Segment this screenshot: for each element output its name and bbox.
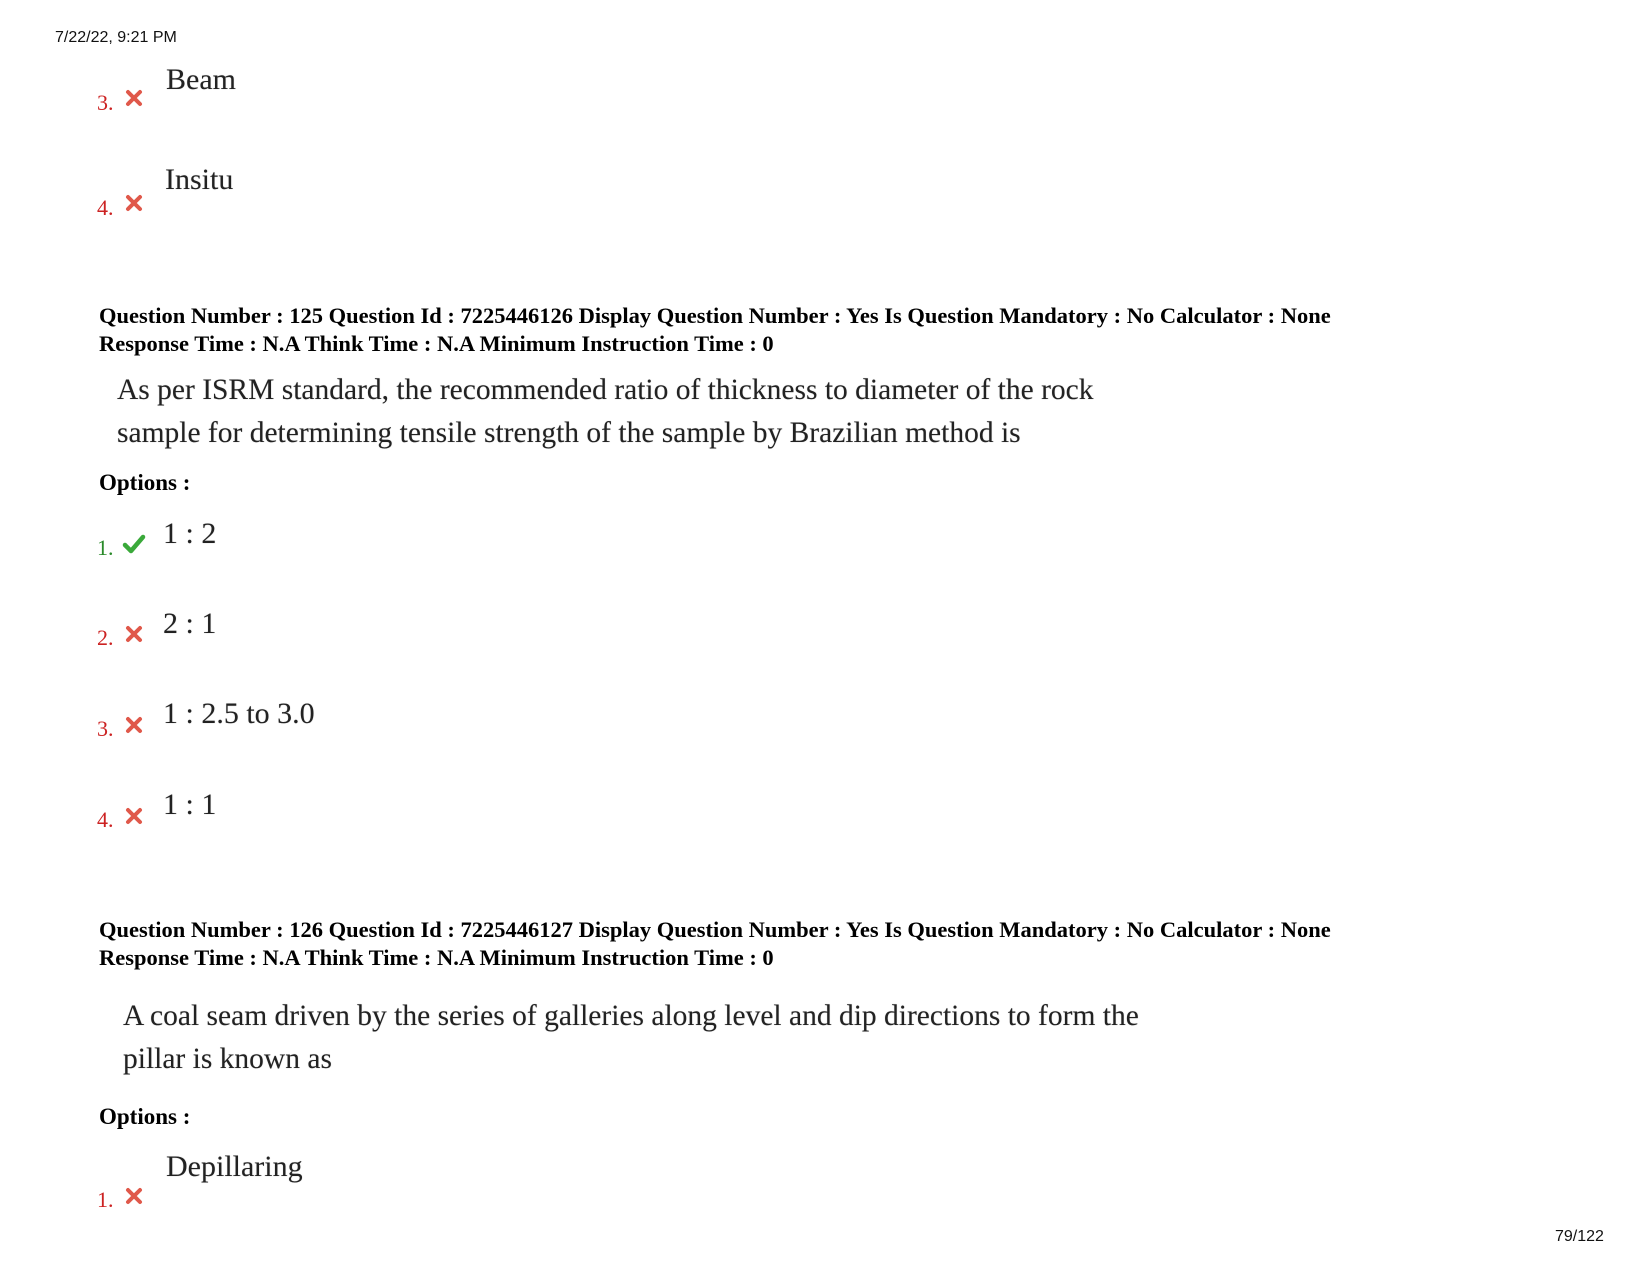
option-text: Depillaring bbox=[166, 1150, 303, 1183]
question-text-line: As per ISRM standard, the recommended ratio of thickness to diameter of the rock bbox=[117, 374, 1094, 406]
question-meta-line: Question Number : 126 Question Id : 7225446127 Display Question Number : Yes Is Question Mandatory : No Calculator : None bbox=[99, 917, 1331, 942]
option-number: 3. bbox=[97, 716, 114, 741]
option-number: 1. bbox=[97, 535, 114, 560]
cross-mark-icon bbox=[125, 194, 143, 212]
option-text: 2 : 1 bbox=[163, 607, 217, 640]
question-meta-line: Question Number : 125 Question Id : 7225446126 Display Question Number : Yes Is Question Mandatory : No Calculator : None bbox=[99, 303, 1331, 328]
option-number: 4. bbox=[97, 807, 114, 832]
option-text: 1 : 2 bbox=[163, 517, 217, 550]
check-mark-icon bbox=[122, 534, 146, 554]
option-number: 3. bbox=[97, 90, 114, 115]
cross-mark-icon bbox=[125, 625, 143, 643]
question-text-line: pillar is known as bbox=[123, 1043, 332, 1075]
question-meta-line: Response Time : N.A Think Time : N.A Minimum Instruction Time : 0 bbox=[99, 331, 774, 356]
page-number: 79/122 bbox=[1555, 1228, 1604, 1245]
cross-mark-icon bbox=[125, 716, 143, 734]
options-label: Options : bbox=[99, 1104, 191, 1129]
question-text-line: A coal seam driven by the series of galleries along level and dip directions to form the bbox=[123, 1000, 1139, 1032]
option-text: 1 : 1 bbox=[163, 788, 217, 821]
question-meta bbox=[99, 916, 1331, 972]
option-number: 4. bbox=[97, 195, 114, 220]
question-text-line: sample for determining tensile strength of the sample by Brazilian method is bbox=[117, 417, 1021, 449]
option-text: Insitu bbox=[165, 163, 234, 196]
option-text: Beam bbox=[166, 63, 236, 96]
cross-mark-icon bbox=[125, 807, 143, 825]
cross-mark-icon bbox=[125, 1187, 143, 1205]
question-text bbox=[117, 369, 1094, 455]
question-text bbox=[123, 995, 1139, 1081]
option-number: 2. bbox=[97, 625, 114, 650]
print-timestamp: 7/22/22, 9:21 PM bbox=[55, 29, 177, 46]
cross-mark-icon bbox=[125, 89, 143, 107]
option-text: 1 : 2.5 to 3.0 bbox=[163, 697, 315, 730]
question-meta bbox=[99, 302, 1331, 358]
question-meta-line: Response Time : N.A Think Time : N.A Minimum Instruction Time : 0 bbox=[99, 945, 774, 970]
option-number: 1. bbox=[97, 1187, 114, 1212]
options-label: Options : bbox=[99, 470, 191, 495]
